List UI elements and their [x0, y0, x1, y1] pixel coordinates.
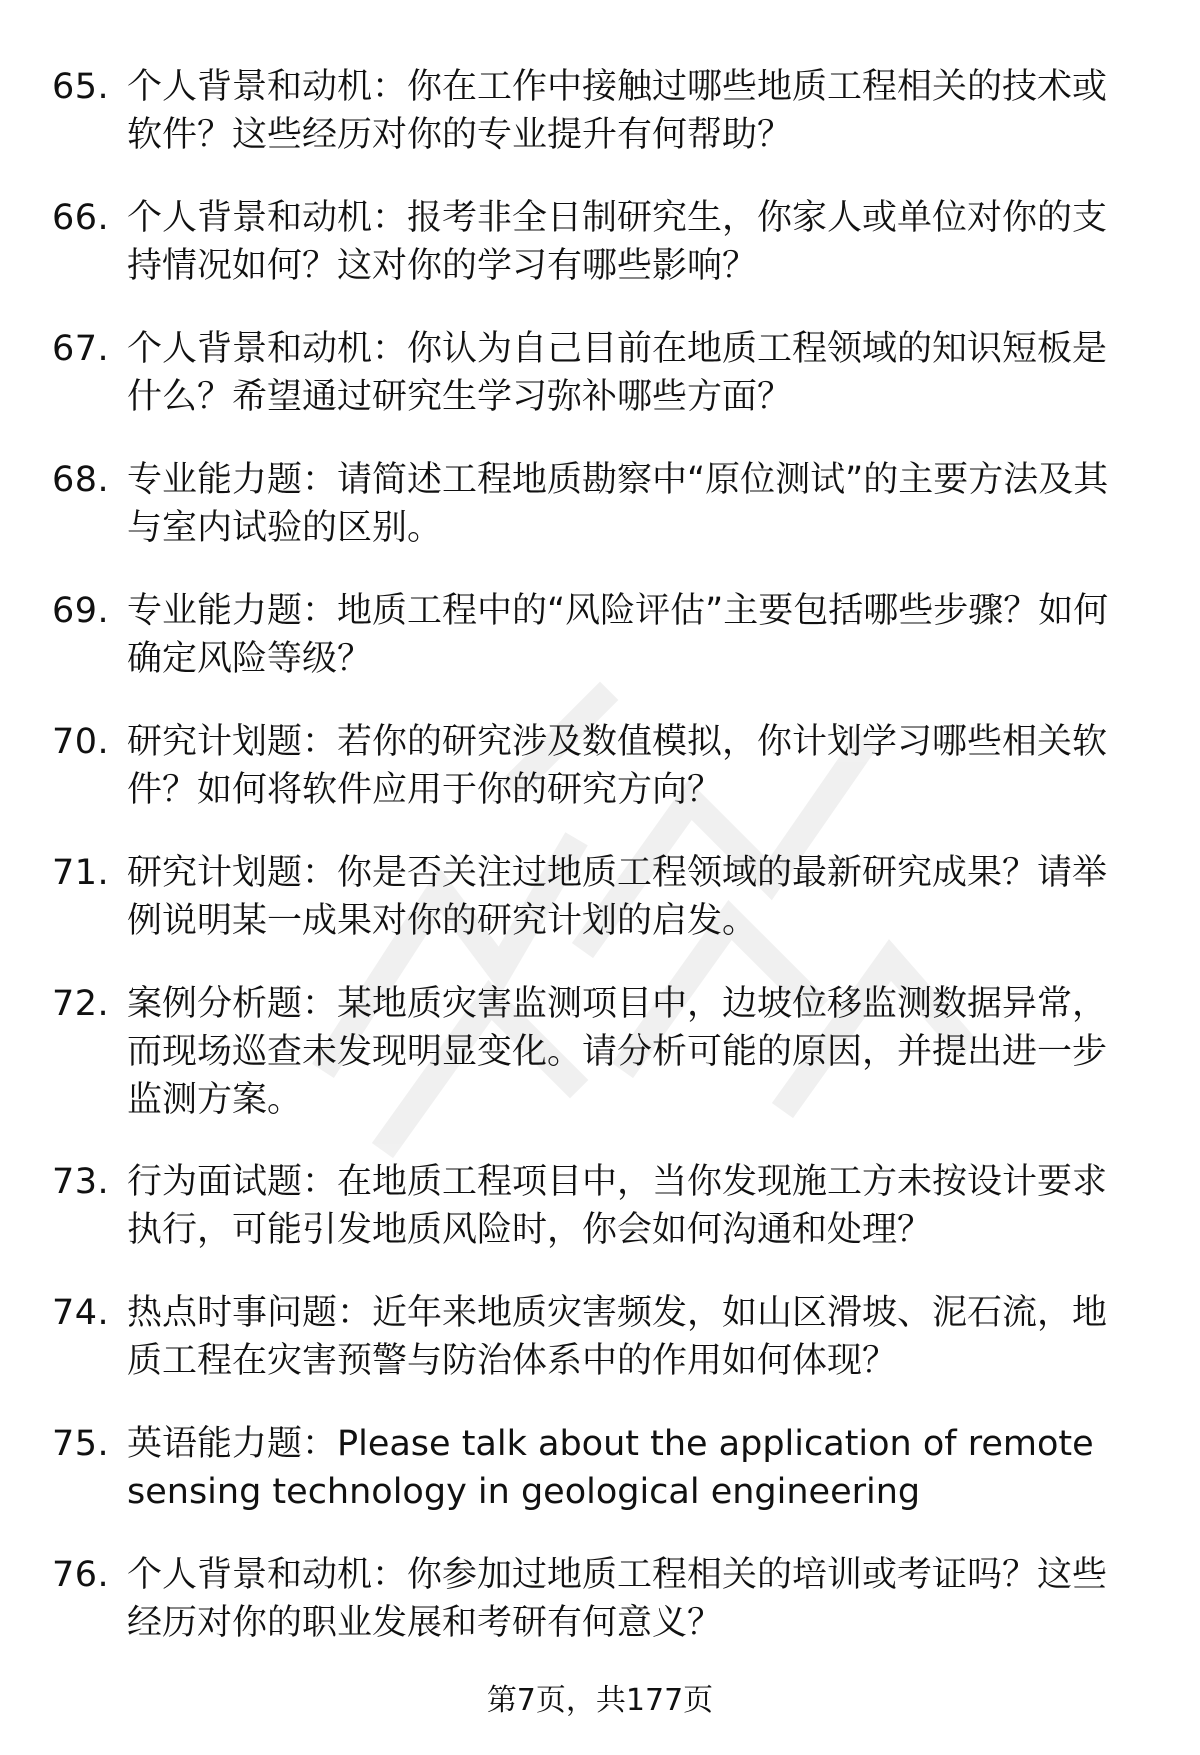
- question-text: 研究计划题：若你的研究涉及数值模拟，你计划学习哪些相关软件？如何将软件应用于你的研究方向？: [127, 722, 1108, 810]
- question-number: 76.: [52, 1555, 110, 1595]
- question-text: 英语能力题：Please talk about the application of remote sensing technology in geological engineering: [127, 1424, 1094, 1512]
- question-item: [52, 587, 1142, 718]
- question-item: [52, 1289, 1142, 1420]
- question-text: 研究计划题：你是否关注过地质工程领域的最新研究成果？请举例说明某一成果对你的研究计划的启发。: [127, 853, 1108, 941]
- question-item: [52, 849, 1142, 980]
- question-item: [52, 325, 1142, 456]
- question-number: 68.: [52, 460, 110, 500]
- question-number: 65.: [52, 67, 110, 107]
- question-number: 69.: [52, 591, 110, 631]
- question-item: [52, 1158, 1142, 1289]
- question-text: 案例分析题：某地质灾害监测项目中，边坡位移监测数据异常，而现场巡查未发现明显变化。请分析可能的原因，并提出进一步监测方案。: [127, 984, 1108, 1120]
- question-number: 66.: [52, 198, 110, 238]
- page-indicator: 第7页，共177页: [486, 1683, 714, 1718]
- question-text: 热点时事问题：近年来地质灾害频发，如山区滑坡、泥石流，地质工程在灾害预警与防治体系中的作用如何体现？: [127, 1293, 1108, 1381]
- question-number: 71.: [52, 853, 110, 893]
- question-item: [52, 456, 1142, 587]
- question-item: [52, 1420, 1142, 1551]
- question-number: 75.: [52, 1424, 110, 1464]
- question-text: 专业能力题：请简述工程地质勘察中“原位测试”的主要方法及其与室内试验的区别。: [127, 460, 1109, 548]
- question-text: 个人背景和动机：报考非全日制研究生，你家人或单位对你的支持情况如何？这对你的学习有哪些影响？: [127, 198, 1108, 286]
- question-item: [52, 1551, 1142, 1682]
- question-number: 73.: [52, 1162, 110, 1202]
- question-text: 专业能力题：地质工程中的“风险评估”主要包括哪些步骤？如何确定风险等级？: [127, 591, 1109, 679]
- question-text: 个人背景和动机：你认为自己目前在地质工程领域的知识短板是什么？希望通过研究生学习弥补哪些方面？: [127, 329, 1108, 417]
- question-item: [52, 718, 1142, 849]
- question-text: 个人背景和动机：你参加过地质工程相关的培训或考证吗？这些经历对你的职业发展和考研有何意义？: [127, 1555, 1108, 1643]
- question-number: 70.: [52, 722, 110, 762]
- question-number: 72.: [52, 984, 110, 1024]
- question-item: [52, 194, 1142, 325]
- question-text: 个人背景和动机：你在工作中接触过哪些地质工程相关的技术或软件？这些经历对你的专业提升有何帮助？: [127, 67, 1108, 155]
- question-number: 74.: [52, 1293, 110, 1333]
- question-item: [52, 980, 1142, 1158]
- question-list: [52, 63, 1142, 1682]
- question-text: 行为面试题：在地质工程项目中，当你发现施工方未按设计要求执行，可能引发地质风险时，你会如何沟通和处理？: [127, 1162, 1108, 1250]
- question-number: 67.: [52, 329, 110, 369]
- question-item: [52, 63, 1142, 194]
